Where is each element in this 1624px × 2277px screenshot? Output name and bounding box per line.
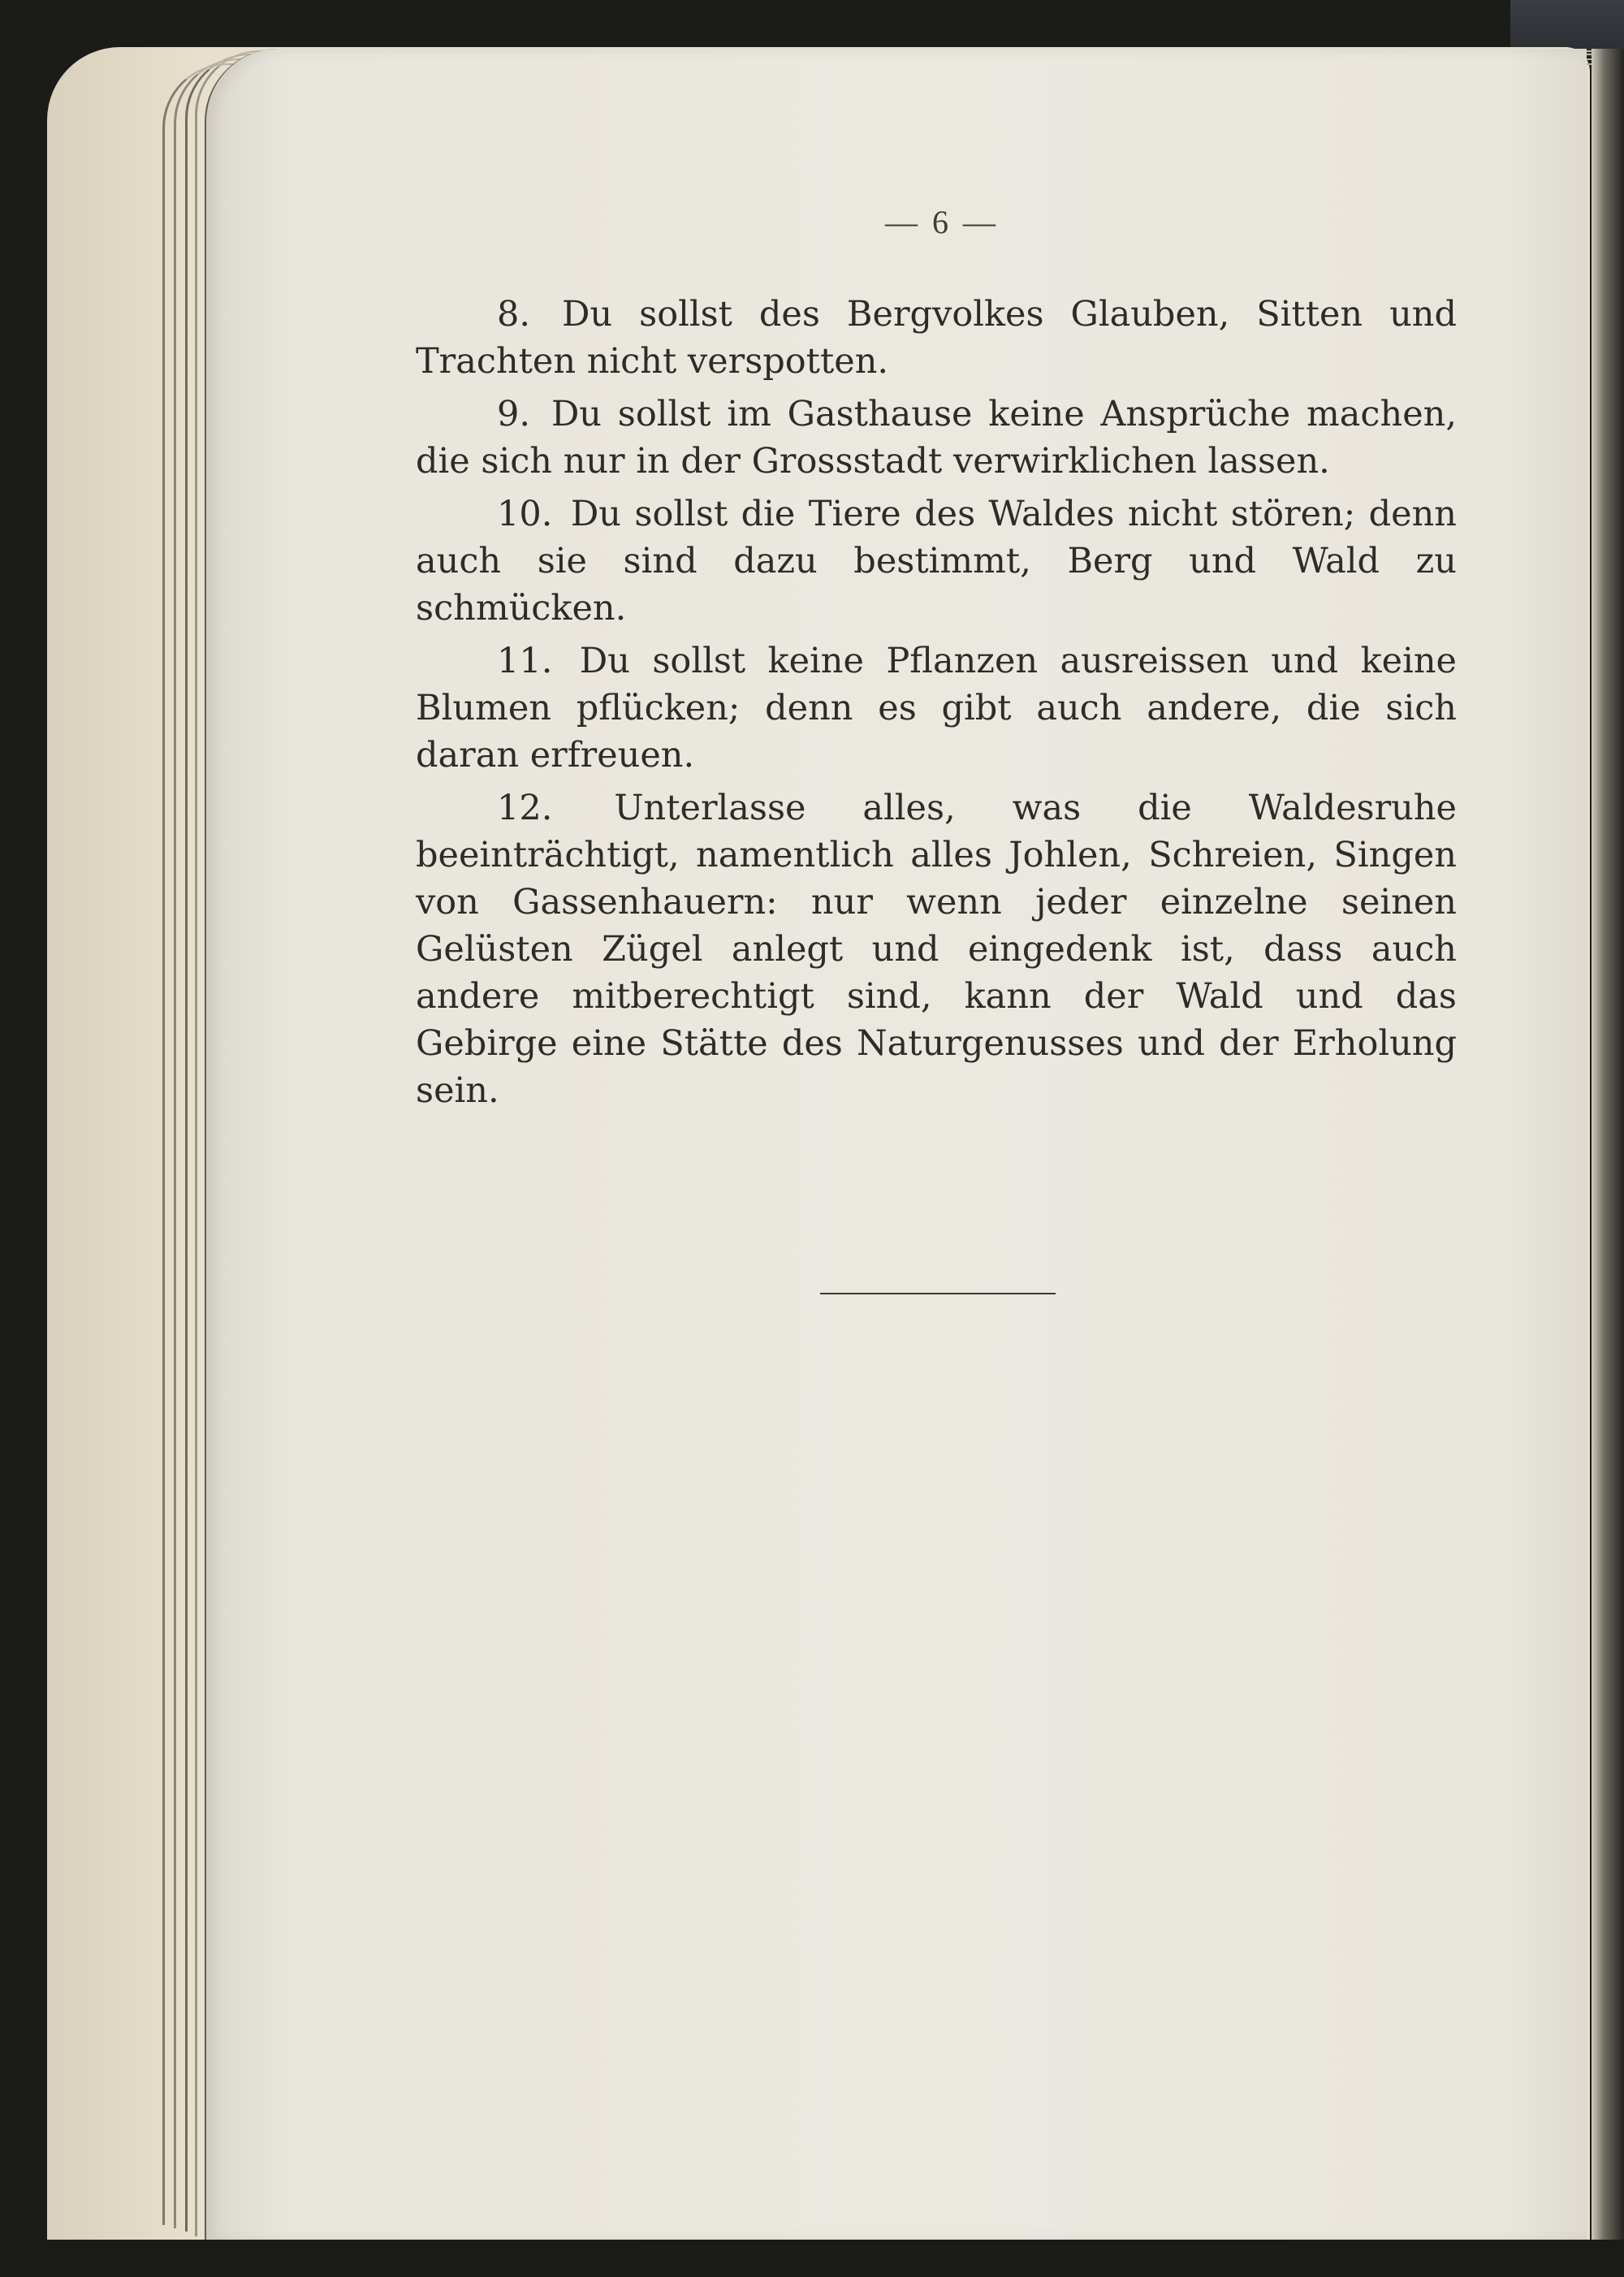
rule-10 bbox=[416, 490, 1457, 632]
end-rule-divider bbox=[820, 1293, 1056, 1294]
rule-12 bbox=[416, 784, 1457, 1114]
body-text bbox=[416, 291, 1457, 1120]
rule-9 bbox=[416, 391, 1457, 485]
rule-11 bbox=[416, 637, 1457, 779]
rule-number: 11. bbox=[497, 641, 553, 681]
rule-number: 10. bbox=[497, 494, 553, 534]
rule-text: Unterlasse alles, was die Waldesruhe beeinträchtigt, namentlich alles Johlen, Schreien, Singen von Gassenhauern: nur wenn jeder einzelne seinen Gelüsten Zügel anlegt und eingedenk ist, dass auch andere mitberechtigt sind, kann der Wald und das Gebirge eine Stätte des Naturgenusses und der Erholung sein. bbox=[416, 788, 1457, 1111]
rule-text: Du sollst die Tiere des Waldes nicht stören; denn auch sie sind dazu bestimmt, Berg und Wald zu schmücken. bbox=[416, 494, 1457, 629]
background-strip bbox=[0, 2240, 1624, 2277]
rule-text: Du sollst des Bergvolkes Glauben, Sitten und Trachten nicht verspotten. bbox=[416, 294, 1458, 382]
rule-number: 8. bbox=[497, 294, 531, 335]
rule-text: Du sollst im Gasthause keine Ansprüche machen, die sich nur in der Grossstadt verwirklichen lassen. bbox=[416, 394, 1458, 482]
page-gutter-shadow bbox=[1592, 49, 1624, 2277]
page-number: — 6 — bbox=[885, 204, 999, 240]
rule-text: Du sollst keine Pflanzen ausreissen und keine Blumen pflücken; denn es gibt auch andere, die sich daran erfreuen. bbox=[416, 641, 1457, 776]
rule-number: 9. bbox=[497, 394, 531, 434]
rule-number: 12. bbox=[497, 788, 553, 828]
rule-8 bbox=[416, 291, 1457, 385]
